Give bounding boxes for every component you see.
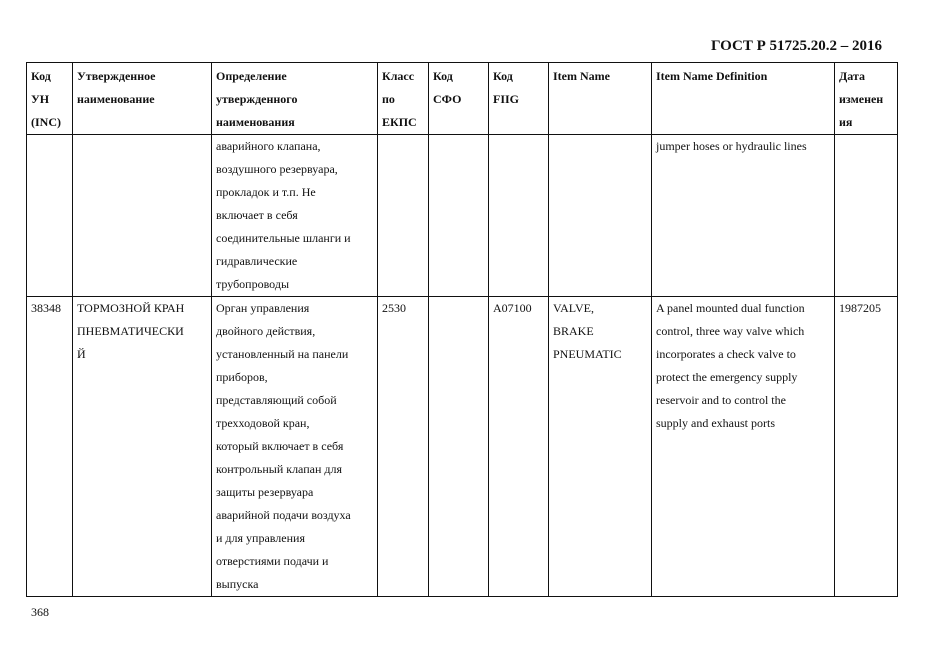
cell-line: A panel mounted dual function xyxy=(656,301,805,315)
cell-line: ТОРМОЗНОЙ КРАН xyxy=(77,301,185,315)
header-code-sfo xyxy=(429,63,489,135)
cell-line: Item Name xyxy=(553,69,610,83)
cell-line: supply and exhaust ports xyxy=(656,416,775,430)
cell-item-name-definition xyxy=(652,297,835,597)
header-approved-name xyxy=(73,63,212,135)
cell-line: гидравлические xyxy=(216,254,298,268)
cell-line: двойного действия, xyxy=(216,324,316,338)
cell-line: включает в себя xyxy=(216,208,298,222)
cell-definition xyxy=(212,297,378,597)
cell-change-date: 1987205 xyxy=(835,297,898,597)
cell-line: Утвержденное xyxy=(77,69,156,83)
cell-line: Дата xyxy=(839,69,865,83)
cell-line: выпуска xyxy=(216,577,259,591)
cell-line: трехходовой кран, xyxy=(216,416,310,430)
cell-line: incorporates a check valve to xyxy=(656,347,796,361)
cell-line: (INC) xyxy=(31,115,61,129)
cell-line: УН xyxy=(31,92,50,106)
cell-line: control, three way valve which xyxy=(656,324,805,338)
cell-line: BRAKE xyxy=(553,324,594,338)
cell-line: трубопроводы xyxy=(216,277,290,291)
cell-line: контрольный клапан для xyxy=(216,462,343,476)
cell-line: воздушного резервуара, xyxy=(216,162,338,176)
cell-line: Item Name Definition xyxy=(656,69,768,83)
header-code-fiig xyxy=(489,63,549,135)
table-header-row xyxy=(27,63,898,135)
cell-code-fiig: A07100 xyxy=(489,297,549,597)
cell-line: аварийной подачи воздуха xyxy=(216,508,351,522)
cell-line: защиты резервуара xyxy=(216,485,314,499)
catalog-table xyxy=(26,62,898,597)
cell-line: FIIG xyxy=(493,92,520,106)
table-row xyxy=(27,135,898,297)
header-change-date xyxy=(835,63,898,135)
cell-code-fiig xyxy=(489,135,549,297)
table-row xyxy=(27,297,898,597)
cell-line: прокладок и т.п. Не xyxy=(216,185,316,199)
cell-line: ЕКПС xyxy=(382,115,417,129)
cell-inc xyxy=(27,135,73,297)
cell-line: PNEUMATIC xyxy=(553,347,622,361)
header-inc xyxy=(27,63,73,135)
cell-definition xyxy=(212,135,378,297)
cell-line: изменен xyxy=(839,92,884,106)
cell-line: утвержденного xyxy=(216,92,298,106)
cell-line: Орган управления xyxy=(216,301,310,315)
cell-approved-name xyxy=(73,297,212,597)
cell-line: Класс xyxy=(382,69,415,83)
header-item-name-definition xyxy=(652,63,835,135)
header-item-name xyxy=(549,63,652,135)
cell-item-name xyxy=(549,297,652,597)
cell-line: Код xyxy=(493,69,513,83)
cell-line: VALVE, xyxy=(553,301,595,315)
cell-line: Код xyxy=(433,69,453,83)
cell-line: по xyxy=(382,92,395,106)
cell-line: установленный на панели xyxy=(216,347,349,361)
cell-line: jumper hoses or hydraulic lines xyxy=(656,139,807,153)
header-definition xyxy=(212,63,378,135)
cell-change-date xyxy=(835,135,898,297)
header-class-ekps xyxy=(378,63,429,135)
cell-code-sfo xyxy=(429,135,489,297)
cell-code-sfo xyxy=(429,297,489,597)
cell-inc: 38348 xyxy=(27,297,73,597)
cell-line: наименования xyxy=(216,115,295,129)
cell-line: аварийного клапана, xyxy=(216,139,321,153)
document-header: ГОСТ Р 51725.20.2 – 2016 xyxy=(711,38,883,54)
cell-line: приборов, xyxy=(216,370,268,384)
cell-approved-name xyxy=(73,135,212,297)
cell-line: СФО xyxy=(433,92,462,106)
cell-item-name-definition xyxy=(652,135,835,297)
cell-line: Й xyxy=(77,347,86,361)
cell-line: Определение xyxy=(216,69,287,83)
cell-item-name xyxy=(549,135,652,297)
cell-line: представляющий собой xyxy=(216,393,337,407)
page-number: 368 xyxy=(31,605,49,619)
cell-line: ия xyxy=(839,115,853,129)
cell-line: protect the emergency supply xyxy=(656,370,798,384)
cell-line: ПНЕВМАТИЧЕСКИ xyxy=(77,324,184,338)
cell-class-ekps: 2530 xyxy=(378,297,429,597)
cell-line: наименование xyxy=(77,92,155,106)
cell-line: соединительные шланги и xyxy=(216,231,351,245)
cell-line: reservoir and to control the xyxy=(656,393,786,407)
cell-class-ekps xyxy=(378,135,429,297)
cell-line: который включает в себя xyxy=(216,439,344,453)
cell-line: и для управления xyxy=(216,531,305,545)
cell-line: отверстиями подачи и xyxy=(216,554,329,568)
cell-line: Код xyxy=(31,69,51,83)
